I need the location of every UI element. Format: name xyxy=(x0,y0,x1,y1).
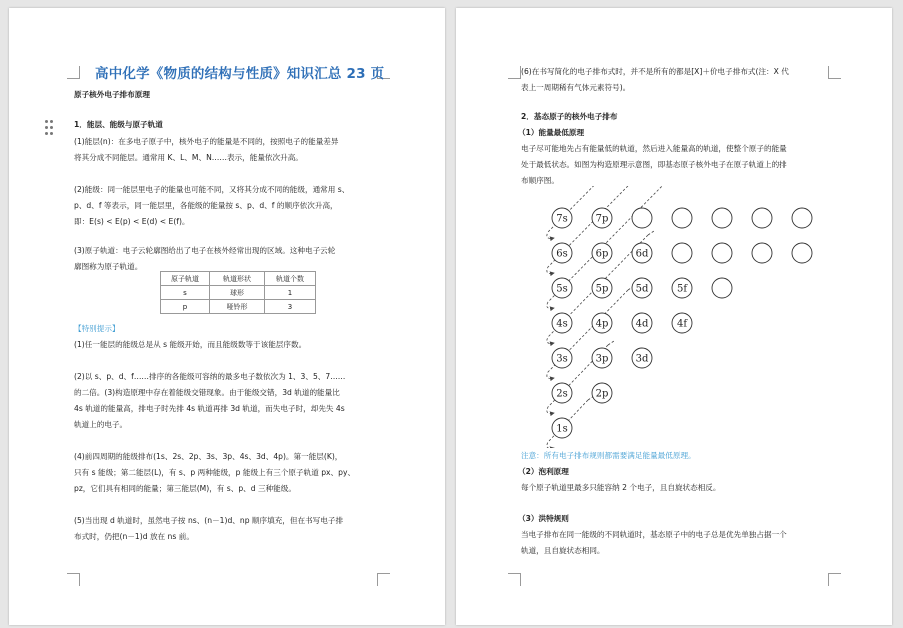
orbital-empty xyxy=(632,208,652,228)
text-line: (1)能层(n)：在多电子原子中，核外电子的能量是不同的，按照电子的能量差异 xyxy=(74,137,339,146)
orbital-label: 7s xyxy=(556,213,568,225)
orbital-label: 4f xyxy=(676,318,688,330)
text-line: pz，它们具有相同的能量；第三能层(M)，有 s、p、d 三种能级。 xyxy=(74,484,296,493)
text-line: 轨道上的电子。 xyxy=(74,420,128,429)
text-line: (2)以 s、p、d、f……排序的各能级可容纳的最多电子数依次为 1、3、5、7…… xyxy=(74,372,346,381)
tip-label: 【特别提示】 xyxy=(74,324,120,333)
orbital-label: 4s xyxy=(556,318,568,330)
text-line: 4s 轨道的能量高，排电子时先排 4s 轨道再排 3d 轨道，而失电子时，却先失 4s xyxy=(74,404,345,413)
orbital-label: 7p xyxy=(595,213,609,225)
orbital-label: 5d xyxy=(635,283,649,295)
orbital-label: 5f xyxy=(676,283,688,295)
text-line: 的二倍。(3)构造原理中存在着能级交错现象。由于能级交错，3d 轨道的能量比 xyxy=(74,388,340,397)
orbital-empty xyxy=(792,243,812,263)
text-line: (1)任一能层的能级总是从 s 能级开始，而且能级数等于该能层序数。 xyxy=(74,340,307,349)
orbital-empty xyxy=(752,208,772,228)
section-heading: 2．基态原子的核外电子排布 xyxy=(521,112,618,121)
subsection-heading: （3）洪特规则 xyxy=(518,514,569,523)
orbital-label: 2p xyxy=(595,388,609,400)
table-cell: p xyxy=(161,300,210,314)
text-line: 将其分成不同能层。通常用 K、L、M、N……表示，能量依次升高。 xyxy=(74,153,303,162)
orbital-label: 2s xyxy=(556,388,568,400)
text-line: 轨道，且自旋状态相同。 xyxy=(521,546,605,555)
orbital-label: 4d xyxy=(635,318,649,330)
orbital-label: 6s xyxy=(556,248,568,260)
text-line: 当电子排布在同一能级的不同轨道时，基态原子中的电子总是优先单独占据一个 xyxy=(521,530,787,539)
subtitle: 原子核外电子排布原理 xyxy=(74,90,150,99)
text-line: (2)能级：同一能层里电子的能量也可能不同，又将其分成不同的能级，通常用 s、 xyxy=(74,185,350,194)
table-header: 原子轨道 xyxy=(161,272,210,286)
text-line: 廓图称为原子轨道。 xyxy=(74,262,143,271)
table-row xyxy=(161,286,316,300)
paragraph-drag-handle-icon[interactable] xyxy=(45,120,55,138)
crop-mark xyxy=(828,66,841,79)
orbital-table xyxy=(160,271,316,314)
crop-mark xyxy=(377,573,390,586)
orbital-empty xyxy=(672,243,692,263)
orbital-empty xyxy=(712,243,732,263)
subsection-heading: （2）泡利原理 xyxy=(518,467,569,476)
text-line: p、d、f 等表示，同一能层里，各能级的能量按 s、p、d、f 的顺序依次升高， xyxy=(74,201,338,210)
table-header: 轨道形状 xyxy=(210,272,265,286)
orbital-empty xyxy=(672,208,692,228)
text-line: (5)当出现 d 轨道时，虽然电子按 ns、(n－1)d、np 顺序填充，但在书写电子排 xyxy=(74,516,344,525)
note-text: 注意：所有电子排布规则都需要满足能量最低原理。 xyxy=(521,451,696,460)
orbital-empty xyxy=(712,278,732,298)
crop-mark xyxy=(67,66,80,79)
orbital-label: 1s xyxy=(556,423,568,435)
crop-mark xyxy=(67,573,80,586)
orbital-label: 3s xyxy=(556,353,568,365)
text-line: (3)原子轨道：电子云轮廓图给出了电子在核外经常出现的区域。这种电子云轮 xyxy=(74,246,336,255)
orbital-empty xyxy=(712,208,732,228)
crop-mark xyxy=(828,573,841,586)
text-line: 表上一周期稀有气体元素符号)。 xyxy=(521,83,631,92)
table-cell: 3 xyxy=(265,300,316,314)
table-cell: 球形 xyxy=(210,286,265,300)
document-title: 高中化学《物质的结构与性质》知识汇总 23 页 xyxy=(95,66,385,82)
table-row xyxy=(161,300,316,314)
table-cell: 1 xyxy=(265,286,316,300)
section-heading: 1．能层、能级与原子轨道 xyxy=(74,120,163,129)
orbital-empty xyxy=(752,243,772,263)
document-page-left xyxy=(9,8,445,625)
subsection-heading: （1）能量最低原理 xyxy=(518,128,585,137)
orbital-label: 5p xyxy=(595,283,609,295)
text-line: 即：E(s) < E(p) < E(d) < E(f)。 xyxy=(74,217,190,226)
orbital-label: 3d xyxy=(635,353,649,365)
text-line: 电子尽可能地先占有能量低的轨道，然后进入能量高的轨道，使整个原子的能量 xyxy=(521,144,787,153)
table-cell: s xyxy=(161,286,210,300)
orbital-label: 5s xyxy=(556,283,568,295)
text-line: 每个原子轨道里最多只能容纳 2 个电子，且自旋状态相反。 xyxy=(521,483,721,492)
text-line: 布顺序图。 xyxy=(521,176,559,185)
text-line: (4)前四周期的能级排布(1s、2s、2p、3s、3p、4s、3d、4p)。第一能层(K)， xyxy=(74,452,343,461)
document-page-right xyxy=(456,8,892,625)
text-line: 只有 s 能级；第二能层(L)，有 s、p 两种能级，p 能级上有三个原子轨道 px、py、 xyxy=(74,468,356,477)
text-line: (6)在书写简化的电子排布式时，并不是所有的都是[X]＋价电子排布式(注：X 代 xyxy=(521,67,789,76)
text-line: 处于最低状态。如图为构造原理示意图，即基态原子核外电子在原子轨道上的排 xyxy=(521,160,787,169)
orbital-label: 3p xyxy=(595,353,609,365)
table-cell: 哑铃形 xyxy=(210,300,265,314)
aufbau-principle-diagram xyxy=(516,186,816,448)
orbital-label: 4p xyxy=(595,318,609,330)
text-line: 布式时，仍把(n－1)d 放在 ns 前。 xyxy=(74,532,194,541)
orbital-label: 6d xyxy=(635,248,649,260)
crop-mark xyxy=(508,66,521,79)
crop-mark xyxy=(508,573,521,586)
table-header: 轨道个数 xyxy=(265,272,316,286)
orbital-empty xyxy=(792,208,812,228)
orbital-label: 6p xyxy=(595,248,609,260)
